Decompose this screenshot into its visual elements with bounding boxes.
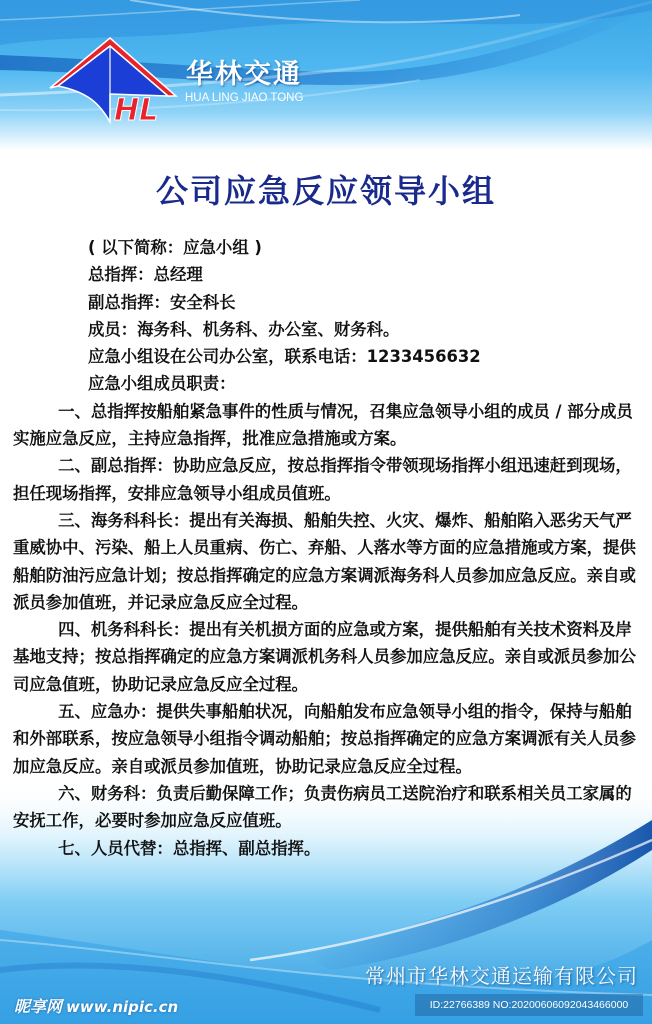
brand-name-en: HUA LING JIAO TONG	[185, 92, 304, 104]
svg-text:HL: HL	[114, 93, 159, 124]
duty-item-3: 三、海务科科长：提出有关海损、船舶失控、火灾、爆炸、船舶陷入恶劣天气严重威协中、污染、船上人员重病、伤亡、弃船、人落水等方面的应急措施或方案，提供船舶防油污应急计划；按总指挥确定的应急方案调派海务科人员参加应急反应。亲自或派员参加值班，并记录应急反应全过程。	[13, 510, 636, 612]
company-name: 常州市华林交通运输有限公司	[365, 964, 638, 988]
watermark-url: www.nipic.cn	[66, 998, 179, 1016]
meta-line-duties-heading: 应急小组成员职责：	[88, 374, 236, 394]
duty-item-5: 五、应急办：提供失事船舶状况，向船舶发布应急领导小组的指令，保持与船舶和外部联系，按应急领导小组指令调动船舶；按总指挥确定的应急方案调派有关人员参加应急反应。亲自或派员参加值班，协助记录应急反应全过程。	[13, 702, 636, 776]
duty-item-4: 四、机务科科长：提出有关机损方面的应急或方案，提供船舶有关技术资料及岸基地支持；按总指挥确定的应急方案调派机务科人员参加应急反应。亲自或派员参加公司应急值班，协助记录应急反应全过程。	[13, 620, 636, 694]
brand-name-cn: 华林交通	[186, 59, 302, 90]
meta-line-members: 成员：海务科、机务科、办公室、财务科。	[88, 319, 400, 339]
watermark	[14, 994, 178, 1017]
meta-line-contact: 应急小组设在公司办公室，联系电话：1233456632	[88, 347, 481, 367]
meta-line-commander: 总指挥：总经理	[88, 265, 203, 285]
duty-item-6: 六、财务科：负责后勤保障工作；负责伤病员工送院治疗和联系相关员工家属的安抚工作，必要时参加应急反应值班。	[13, 783, 632, 831]
meta-line-deputy: 副总指挥：安全科长	[88, 292, 236, 312]
watermark-cn: 昵享网	[14, 997, 63, 1016]
duty-item-7: 七、人员代替：总指挥、副总指挥。	[58, 838, 321, 858]
meta-line-abbrev: ( 以下简称：应急小组 )	[88, 238, 262, 257]
image-id-bar: ID:22766389 NO:20200606092043466000	[415, 994, 643, 1016]
page-title: 公司应急反应领导小组	[155, 172, 496, 210]
duty-item-1: 一、总指挥按船舶紧急事件的性质与情况，召集应急领导小组的成员 / 部分成员实施应急反应，主持应急指挥，批准应急措施或方案。	[13, 401, 633, 449]
document-body	[13, 234, 643, 862]
hl-logo-icon	[48, 34, 178, 124]
duty-item-2: 二、副总指挥：协助应急反应，按总指挥指令带领现场指挥小组迅速赶到现场，担任现场指挥，安排应急领导小组成员值班。	[13, 456, 632, 503]
